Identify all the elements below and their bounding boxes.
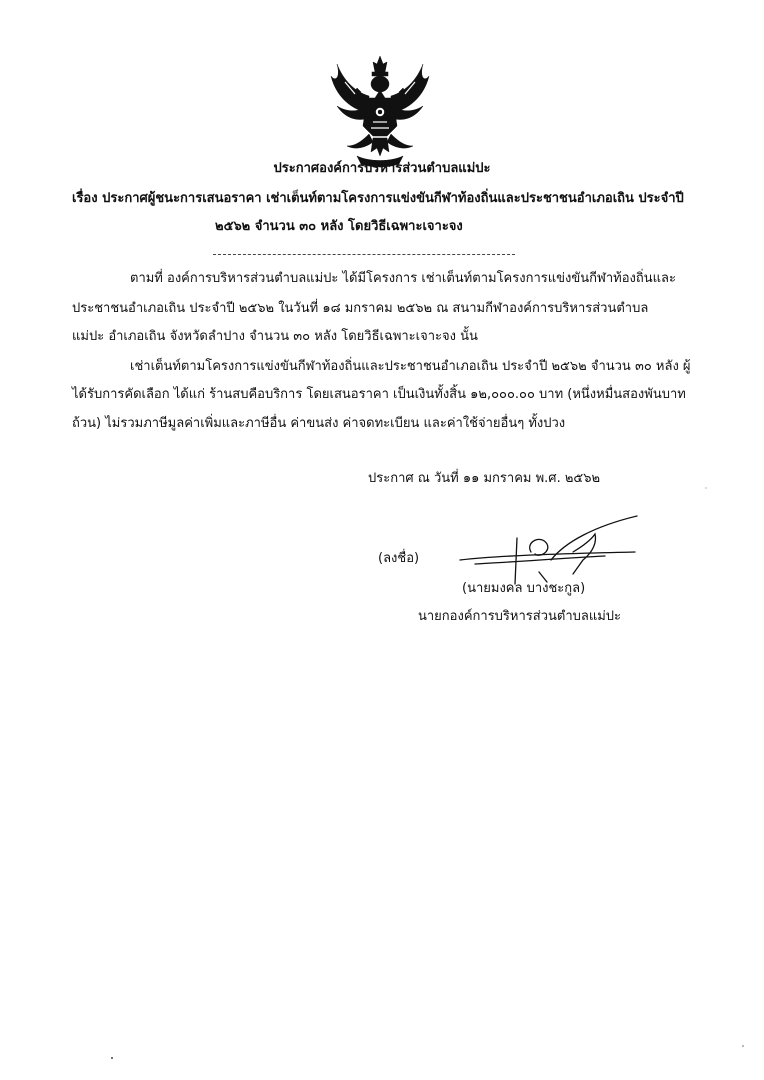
announcement-date: ประกาศ ณ วันที่ ๑๑ มกราคม พ.ศ. ๒๕๖๒ bbox=[368, 471, 601, 486]
sign-label: (ลงชื่อ) bbox=[378, 551, 420, 566]
garuda-emblem-icon bbox=[325, 52, 435, 168]
document-title: ประกาศองค์การบริหารส่วนตำบลแม่ปะ bbox=[273, 161, 491, 176]
paragraph-1-line-1: ตามที่ องค์การบริหารส่วนตำบลแม่ปะ ได้มีโครงการ เช่าเต็นท์ตามโครงการแข่งขันกีฬาท้องถิ่นและ bbox=[130, 271, 676, 286]
paragraph-1-line-2: ประชาชนอำเภอเถิน ประจำปี ๒๕๖๒ ในวันที่ ๑๘ มกราคม ๒๕๖๒ ณ สนามกีฬาองค์การบริหารส่วนตำบล bbox=[72, 301, 649, 316]
signer-name: (นายมงคล บางชะกูล) bbox=[462, 581, 586, 596]
paragraph-2-line-3: ถ้วน) ไม่รวมภาษีมูลค่าเพิ่มและภาษีอื่น ค่าขนส่ง ค่าจดทะเบียน และค่าใช้จ่ายอื่นๆ ทั้งปวง bbox=[72, 416, 566, 431]
subject-line-1: เรื่อง ประกาศผู้ชนะการเสนอราคา เช่าเต็นท์ตามโครงการแข่งขันกีฬาท้องถิ่นและประชาชนอำเภอเถิน ประจำปี bbox=[72, 191, 684, 206]
paragraph-2-line-1: เช่าเต็นท์ตามโครงการแข่งขันกีฬาท้องถิ่นและประชาชนอำเภอเถิน ประจำปี ๒๕๖๒ จำนวน ๓๐ หลัง ผู้ bbox=[130, 359, 691, 374]
subject-line-2: ๒๕๖๒ จำนวน ๓๐ หลัง โดยวิธีเฉพาะเจาะจง bbox=[215, 219, 463, 234]
paragraph-1-line-3: แม่ปะ อำเภอเถิน จังหวัดลำปาง จำนวน ๓๐ หลัง โดยวิธีเฉพาะเจาะจง นั้น bbox=[72, 329, 478, 344]
signer-position: นายกองค์การบริหารส่วนตำบลแม่ปะ bbox=[418, 609, 622, 624]
signature-icon bbox=[455, 512, 640, 602]
paragraph-2-line-2: ได้รับการคัดเลือก ได้แก่ ร้านสบคือบริการ โดยเสนอราคา เป็นเงินทั้งสิ้น ๑๒,๐๐๐.๐๐ บาท (หนึ่งหมื่นสองพันบาท bbox=[72, 387, 686, 402]
header-divider bbox=[213, 254, 515, 255]
